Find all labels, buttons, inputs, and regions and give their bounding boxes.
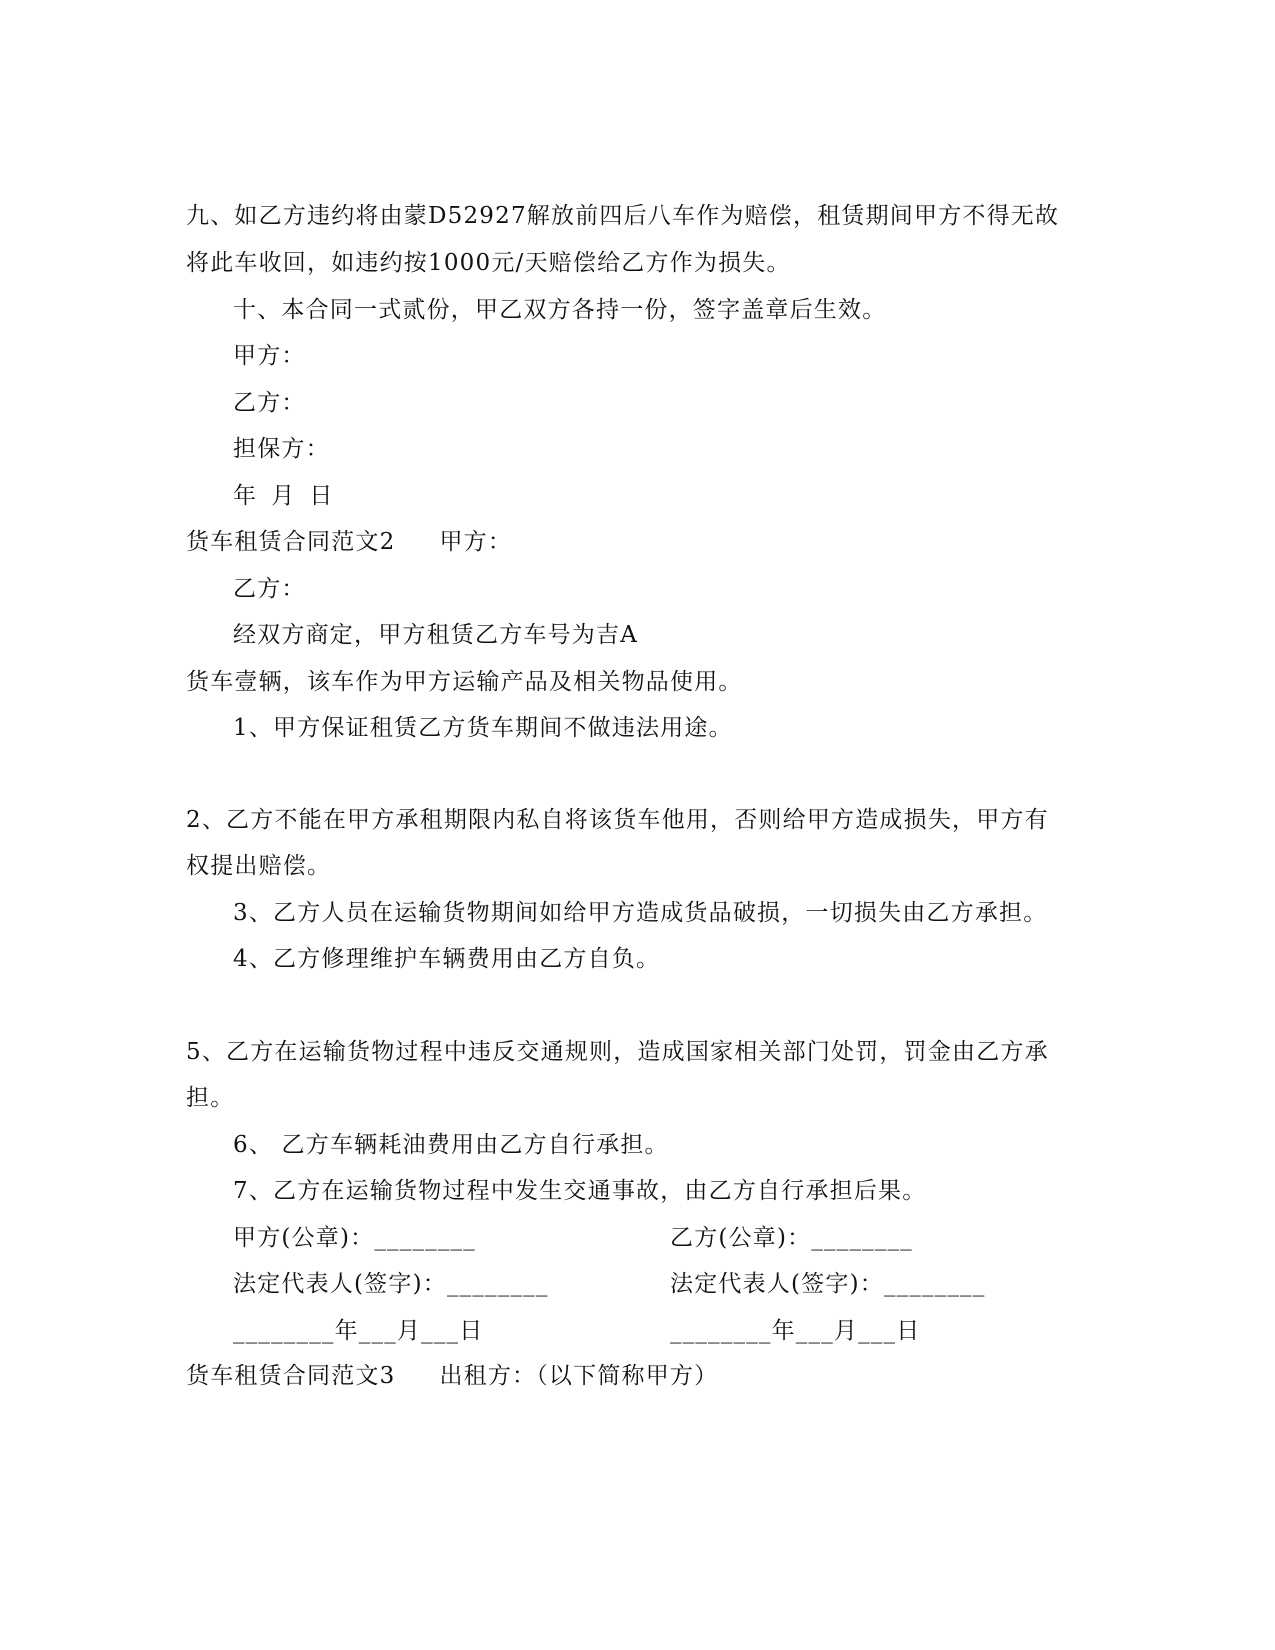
item-3: 3、乙方人员在运输货物期间如给甲方造成货品破损，一切损失由乙方承担。 [233, 900, 1048, 926]
sample-3-heading [186, 1362, 1066, 1390]
date-party-a: ________年___月___日 [233, 1318, 484, 1344]
date-row [233, 1317, 1113, 1345]
clause-9-line-1: 九、如乙方违约将由蒙D52927解放前四后八车作为赔偿，租赁期间甲方不得无故 [186, 203, 1060, 229]
clause-10: 十、本合同一式贰份，甲乙双方各持一份，签字盖章后生效。 [233, 297, 887, 323]
sample-2-heading [186, 528, 1066, 556]
representative-party-a: 法定代表人(签字)：________ [233, 1271, 549, 1297]
item-5-line-2: 担。 [186, 1085, 235, 1111]
sample-3-title: 货车租赁合同范文3 [186, 1363, 396, 1389]
item-1: 1、甲方保证租赁乙方货车期间不做违法用途。 [233, 715, 733, 741]
clause-9-line-2: 将此车收回，如违约按1000元/天赔偿给乙方作为损失。 [186, 250, 791, 276]
signature-party-b: 乙方： [233, 390, 306, 416]
sample-2-party-a: 甲方： [439, 529, 513, 555]
signature-guarantor: 担保方： [233, 436, 330, 462]
signature-date [233, 482, 1113, 510]
seal-row [233, 1224, 1113, 1252]
item-2-line-1: 2、乙方不能在甲方承租期限内私自将该货车他用，否则给甲方造成损失，甲方有 [186, 807, 1049, 833]
seal-party-b: 乙方(公章)：________ [670, 1225, 913, 1251]
date-year: 年 [233, 483, 258, 509]
item-5-line-1: 5、乙方在运输货物过程中违反交通规则，造成国家相关部门处罚，罚金由乙方承 [186, 1039, 1049, 1065]
item-6: 6、 乙方车辆耗油费用由乙方自行承担。 [233, 1132, 669, 1158]
sample-3-lessor: 出租方：（以下简称甲方） [439, 1363, 719, 1389]
signature-party-a: 甲方： [233, 343, 306, 369]
sample-2-party-b: 乙方： [233, 576, 306, 602]
date-day: 日 [309, 483, 334, 509]
item-7: 7、乙方在运输货物过程中发生交通事故，由乙方自行承担后果。 [233, 1178, 927, 1204]
sample-2-title: 货车租赁合同范文2 [186, 529, 396, 555]
item-2-line-2: 权提出赔偿。 [186, 853, 332, 879]
representative-row [233, 1270, 1113, 1298]
intro-line-2: 货车壹辆，该车作为甲方运输产品及相关物品使用。 [186, 669, 743, 695]
date-party-b: ________年___月___日 [670, 1318, 921, 1344]
intro-line-1: 经双方商定，甲方租赁乙方车号为吉A [233, 622, 639, 648]
representative-party-b: 法定代表人(签字)：________ [670, 1271, 986, 1297]
item-4: 4、乙方修理维护车辆费用由乙方自负。 [233, 946, 661, 972]
date-month: 月 [271, 483, 296, 509]
seal-party-a: 甲方(公章)：________ [233, 1225, 476, 1251]
